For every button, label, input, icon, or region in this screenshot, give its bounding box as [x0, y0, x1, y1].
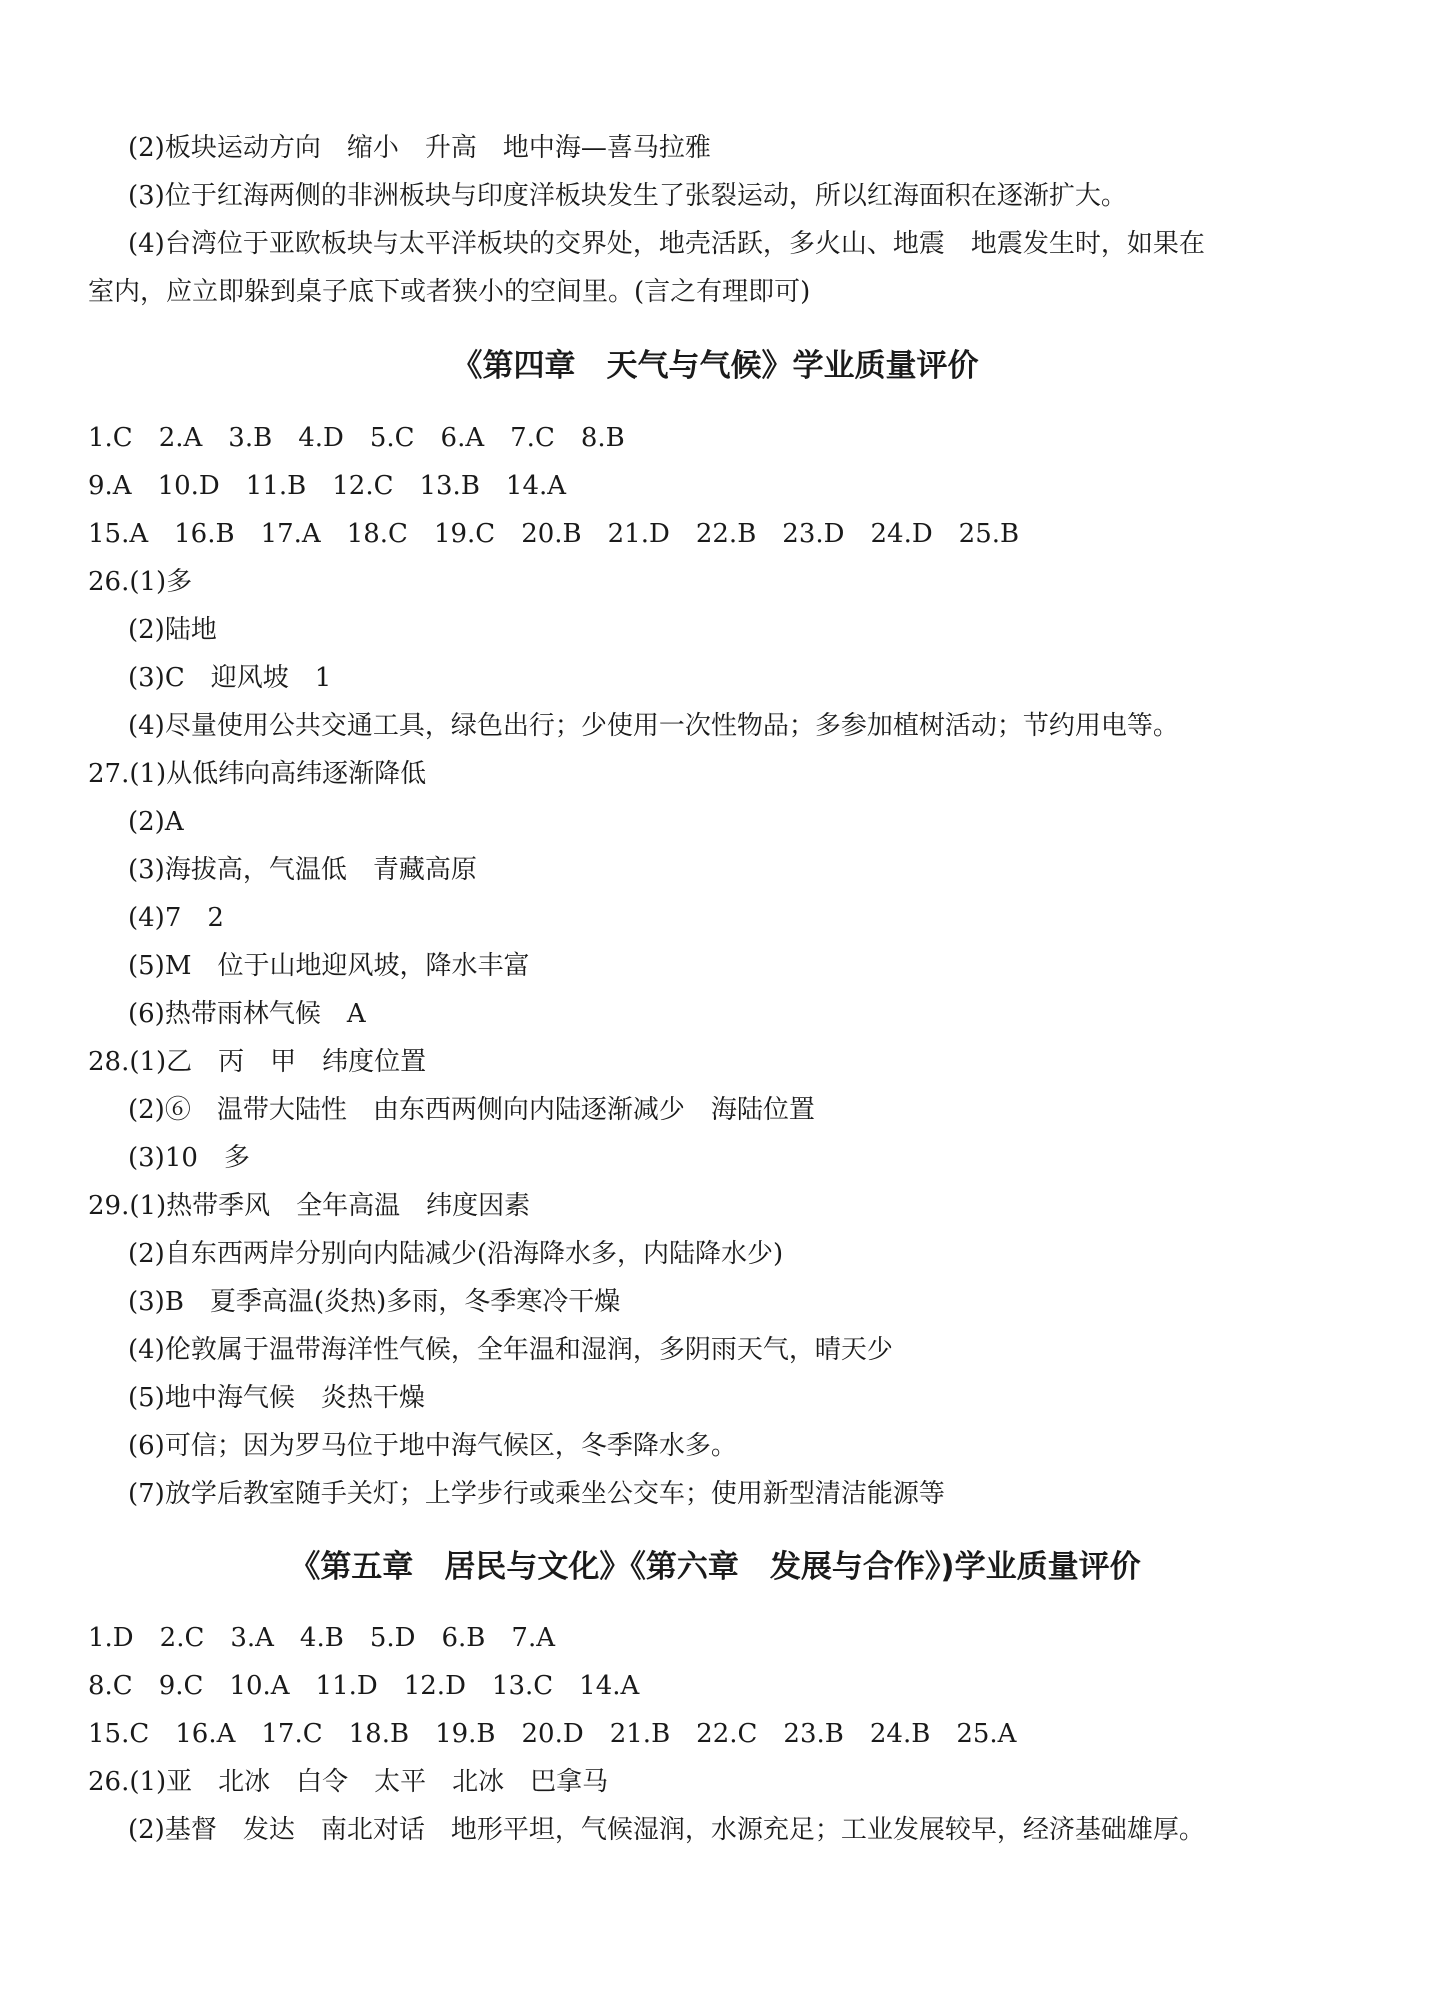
- mc-answer-line: 9.A 10.D 11.B 12.C 13.B 14.A: [88, 471, 567, 501]
- answer-line: 室内，应立即躲到桌子底下或者狭小的空间里。(言之有理即可): [88, 277, 811, 307]
- mc-answer-line: 1.C 2.A 3.B 4.D 5.C 6.A 7.C 8.B: [88, 423, 625, 453]
- q26-line: (3)C 迎风坡 1: [128, 663, 332, 693]
- q27-line: 27.(1)从低纬向高纬逐渐降低: [88, 759, 427, 789]
- q28-line: (2)⑥ 温带大陆性 由东西两侧向内陆逐渐减少 海陆位置: [128, 1095, 815, 1125]
- q29-line: (2)自东西两岸分别向内陆减少(沿海降水多，内陆降水少): [128, 1239, 784, 1269]
- mc-answer-line: 15.C 16.A 17.C 18.B 19.B 20.D 21.B 22.C 23.B 24.B 25.A: [88, 1719, 1017, 1749]
- answer-line: (4)台湾位于亚欧板块与太平洋板块的交界处，地壳活跃，多火山、地震 地震发生时，如果在: [128, 229, 1205, 259]
- mc-answer-line: 15.A 16.B 17.A 18.C 19.C 20.B 21.D 22.B 23.D 24.D 25.B: [88, 519, 1020, 549]
- answer-line: (3)位于红海两侧的非洲板块与印度洋板块发生了张裂运动，所以红海面积在逐渐扩大。: [128, 181, 1127, 211]
- q29-line: (6)可信；因为罗马位于地中海气候区，冬季降水多。: [128, 1431, 737, 1461]
- chapter56-title: 《第五章 居民与文化》《第六章 发展与合作》)学业质量评价: [289, 1549, 1141, 1585]
- q27-line: (3)海拔高，气温低 青藏高原: [128, 855, 477, 885]
- q29-line: (3)B 夏季高温(炎热)多雨，冬季寒冷干燥: [128, 1287, 621, 1317]
- q26-line: 26.(1)亚 北冰 白令 太平 北冰 巴拿马: [88, 1767, 609, 1797]
- mc-answer-line: 8.C 9.C 10.A 11.D 12.D 13.C 14.A: [88, 1671, 640, 1701]
- q27-line: (4)7 2: [128, 903, 224, 933]
- chapter4-title: 《第四章 天气与气候》学业质量评价: [451, 348, 979, 384]
- q29-line: 29.(1)热带季风 全年高温 纬度因素: [88, 1191, 531, 1221]
- q29-line: (4)伦敦属于温带海洋性气候，全年温和湿润，多阴雨天气，晴天少: [128, 1335, 893, 1365]
- q27-line: (5)M 位于山地迎风坡，降水丰富: [128, 951, 530, 981]
- mc-answer-line: 1.D 2.C 3.A 4.B 5.D 6.B 7.A: [88, 1623, 555, 1653]
- q26-line: 26.(1)多: [88, 567, 193, 597]
- q27-line: (6)热带雨林气候 A: [128, 999, 366, 1029]
- q28-line: (3)10 多: [128, 1143, 250, 1173]
- q26-line: (2)基督 发达 南北对话 地形平坦，气候湿润，水源充足；工业发展较早，经济基础雄厚。: [128, 1815, 1205, 1845]
- q28-line: 28.(1)乙 丙 甲 纬度位置: [88, 1047, 427, 1077]
- q26-line: (2)陆地: [128, 615, 217, 645]
- q26-line: (4)尽量使用公共交通工具，绿色出行；少使用一次性物品；多参加植树活动；节约用电等。: [128, 711, 1179, 741]
- q29-line: (7)放学后教室随手关灯；上学步行或乘坐公交车；使用新型清洁能源等: [128, 1479, 945, 1509]
- answer-line: (2)板块运动方向 缩小 升高 地中海—喜马拉雅: [128, 133, 711, 163]
- q27-line: (2)A: [128, 807, 184, 837]
- q29-line: (5)地中海气候 炎热干燥: [128, 1383, 425, 1413]
